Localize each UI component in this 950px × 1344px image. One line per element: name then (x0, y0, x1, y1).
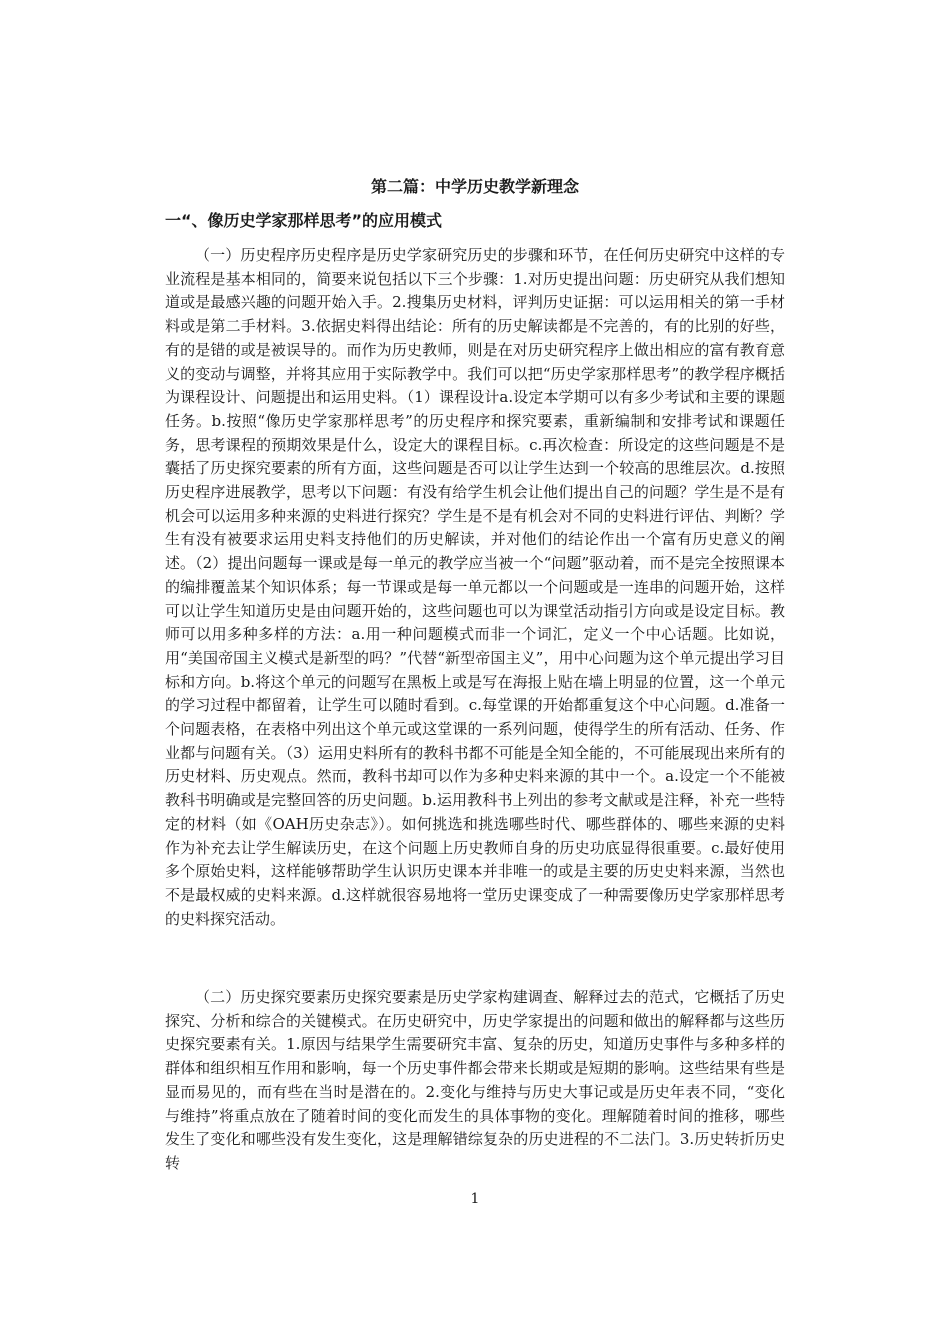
document-title: 第二篇：中学历史教学新理念 (370, 177, 579, 196)
section-heading: 一“、像历史学家那样思考”的应用模式 (165, 211, 443, 230)
body-paragraph: （二）历史探究要素历史探究要素是历史学家构建调查、解释过去的范式，它概括了历史探究、分析和综合的关键模式。在历史研究中，历史学家提出的问题和做出的解释都与这些历史探究要素有关。1.原因与结果学生需要研究丰富、复杂的历史，知道历史事件与多种多样的群体和组织相互作用和影响，每一个历史事件都会带来长期或是短期的影响。这些结果有些是显而易见的，而有些在当时是潜在的。2.变化与维持与历史大事记或是历史年表不同，“变化与维持”将重点放在了随着时间的变化而发生的具体事物的变化。理解随着时间的推移，哪些发生了变化和哪些没有发生变化，这是理解错综复杂的历史进程的不二法门。3.历史转折历史转 (165, 988, 785, 1172)
body-paragraph: （一）历史程序历史程序是历史学家研究历史的步骤和环节，在任何历史研究中这样的专业流程是基本相同的，简要来说包括以下三个步骤：1.对历史提出问题：历史研究从我们想知道或是最感兴趣的问题开始入手。2.搜集历史材料，评判历史证据：可以运用相关的第一手材料或是第二手材料。3.依据史料得出结论：所有的历史解读都是不完善的，有的比别的好些，有的是错的或是被误导的。而作为历史教师，则是在对历史研究程序上做出相应的富有教育意义的变动与调整，并将其应用于实际教学中。我们可以把“历史学家那样思考”的教学程序概括为课程设计、问题提出和运用史料。（1）课程设计a.设定本学期可以有多少考试和主要的课题任务。b.按照“像历史学家那样思考”的历史程序和探究要素，重新编制和安排考试和课题任务，思考课程的预期效果是什么，设定大的课程目标。c.再次检查：所设定的这些问题是不是囊括了历史探究要素的所有方面，这些问题是否可以让学生达到一个较高的思维层次。d.按照历史程序进展教学，思考以下问题：有没有给学生机会让他们提出自己的问题？学生是不是有机会可以运用多种来源的史料进行探究？学生是不是有机会对不同的史料进行评估、判断？学生有没有被要求运用史料支持他们的历史解读，并对他们的结论作出一个富有历史意义的阐述。（2）提出问题每一课或是每一单元的教学应当被一个“问题”驱动着，而不是完全按照课本的编排覆盖某个知识体系；每一节课或是每一单元都以一个问题或是一连串的问题开始，这样可以让学生知道历史是由问题开始的，这些问题也可以为课堂活动指引方向或是设定目标。教师可以用多种多样的方法：a.用一种问题模式而非一个词汇，定义一个中心话题。比如说，用“美国帝国主义模式是新型的吗？”代替“新型帝国主义”，用中心问题为这个单元提出学习目标和方向。b.将这个单元的问题写在黑板上或是写在海报上贴在墙上明显的位置，这一个单元的学习过程中都留着，让学生可以随时看到。c.每堂课的开始都重复这个中心问题。d.准备一个问题表格，在表格中列出这个单元或这堂课的一系列问题，使得学生的所有活动、任务、作业都与问题有关。（3）运用史料所有的教科书都不可能是全知全能的，不可能展现出来所有的历史材料、历史观点。然而，教科书却可以作为多种史料来源的其中一个。a.设定一个不能被教科书明确或是完整回答的历史问题。b.运用教科书上列出的参考文献或是注释，补充一些特定的材料（如《OAH历史杂志》）。如何挑选和挑选哪些时代、哪些群体的、哪些来源的史料作为补充去让学生解读历史，在这个问题上历史教师自身的历史功底显得很重要。c.最好使用多个原始史料，这样能够帮助学生认识历史课本并非唯一的或是主要的历史史料来源，当然也不是最权威的史料来源。d.这样就很容易地将一堂历史课变成了一种需要像历史学家那样思考的史料探究活动。 (165, 246, 785, 928)
page-number: 1 (470, 1191, 480, 1207)
